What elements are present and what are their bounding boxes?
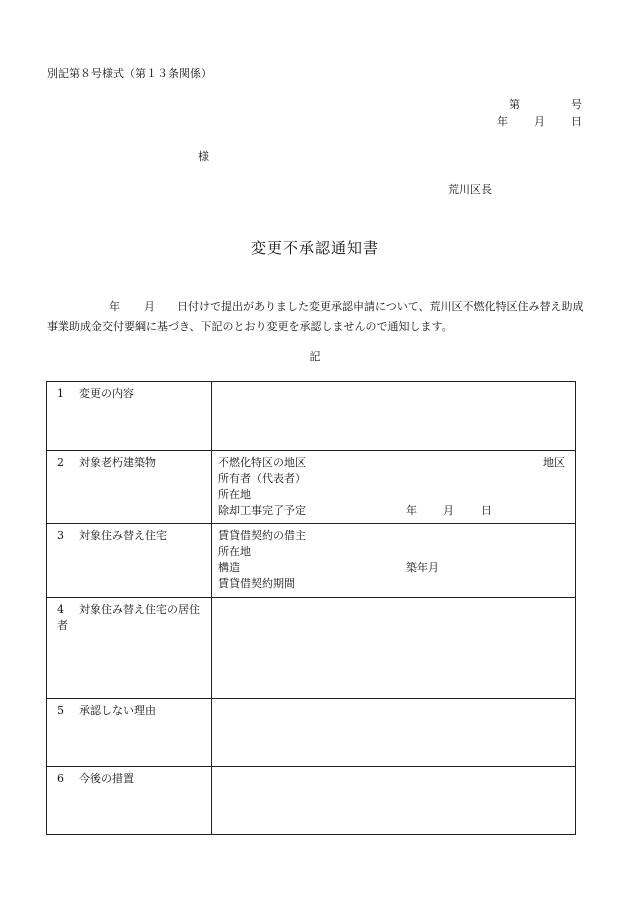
district-row bbox=[218, 455, 569, 471]
row-number: 4 bbox=[57, 603, 64, 616]
row-label-cell bbox=[47, 382, 212, 451]
row-label: 今後の措置 bbox=[79, 772, 134, 785]
date-year-label: 年 bbox=[497, 115, 508, 128]
demolition-row bbox=[218, 503, 569, 519]
table-row bbox=[47, 524, 576, 598]
demolition-label: 除却工事完了予定 bbox=[218, 504, 306, 517]
detail-table bbox=[46, 381, 576, 835]
district-suffix: 地区 bbox=[543, 456, 565, 469]
owner-label: 所有者（代表者） bbox=[218, 472, 306, 485]
table-row bbox=[47, 451, 576, 524]
structure-row bbox=[218, 560, 569, 576]
row-label-cell bbox=[47, 451, 212, 524]
form-label: 別記第８号様式（第１３条関係） bbox=[47, 67, 212, 80]
row-label: 承認しない理由 bbox=[79, 704, 156, 717]
future-measures-cell bbox=[212, 767, 576, 835]
row-label: 対象老朽建築物 bbox=[79, 456, 156, 469]
row-number: 5 bbox=[57, 704, 64, 717]
doc-number-prefix: 第 bbox=[509, 98, 520, 111]
table-row bbox=[47, 767, 576, 835]
demolition-year-label: 年 bbox=[406, 504, 417, 517]
tenant-row bbox=[218, 528, 569, 544]
body-paragraph bbox=[47, 297, 587, 337]
resident-cell bbox=[212, 598, 576, 699]
row-label: 変更の内容 bbox=[79, 387, 134, 400]
date-month-label: 月 bbox=[534, 115, 545, 128]
table-row bbox=[47, 699, 576, 767]
district-label: 不燃化特区の地区 bbox=[218, 456, 306, 469]
row-label-cell bbox=[47, 524, 212, 598]
table-row bbox=[47, 382, 576, 451]
row-label: 対象住み替え住宅の居住者 bbox=[57, 603, 200, 632]
new-housing-cell bbox=[212, 524, 576, 598]
body-month-label: 月 bbox=[144, 300, 155, 313]
lease-period-label: 賃貸借契約期間 bbox=[218, 577, 295, 590]
change-content-cell bbox=[212, 382, 576, 451]
ki-heading: 記 bbox=[309, 350, 321, 363]
demolition-day-label: 日 bbox=[481, 504, 492, 517]
row-label-cell bbox=[47, 767, 212, 835]
row-number: 3 bbox=[57, 529, 64, 542]
body-text: 日付けで提出がありました変更承認申請について、荒川区不燃化特区住み替え助成事業助成金交付要綱に基づき、下記のとおり変更を承認しませんので通知します。 bbox=[47, 300, 584, 333]
row-label: 対象住み替え住宅 bbox=[79, 529, 167, 542]
row-number: 6 bbox=[57, 772, 64, 785]
structure-label: 構造 bbox=[218, 561, 240, 574]
location-row bbox=[218, 544, 569, 560]
lease-period-row bbox=[218, 576, 569, 592]
tenant-label: 賃貸借契約の借主 bbox=[218, 529, 306, 542]
table-row bbox=[47, 598, 576, 699]
document-title: 変更不承認通知書 bbox=[250, 239, 379, 257]
location-label: 所在地 bbox=[218, 545, 251, 558]
demolition-month-label: 月 bbox=[443, 504, 454, 517]
date-day-label: 日 bbox=[571, 115, 582, 128]
location-label: 所在地 bbox=[218, 488, 251, 501]
reason-cell bbox=[212, 699, 576, 767]
owner-row bbox=[218, 471, 569, 487]
body-year-label: 年 bbox=[109, 300, 120, 313]
doc-number-suffix: 号 bbox=[571, 98, 582, 111]
row-label-cell bbox=[47, 699, 212, 767]
row-number: 2 bbox=[57, 456, 64, 469]
row-number: 1 bbox=[57, 387, 64, 400]
row-label-cell bbox=[47, 598, 212, 699]
built-date-label: 築年月 bbox=[406, 561, 439, 574]
old-building-cell bbox=[212, 451, 576, 524]
addressee-suffix: 様 bbox=[198, 150, 209, 163]
location-row bbox=[218, 487, 569, 503]
issuer-name: 荒川区長 bbox=[448, 183, 492, 196]
